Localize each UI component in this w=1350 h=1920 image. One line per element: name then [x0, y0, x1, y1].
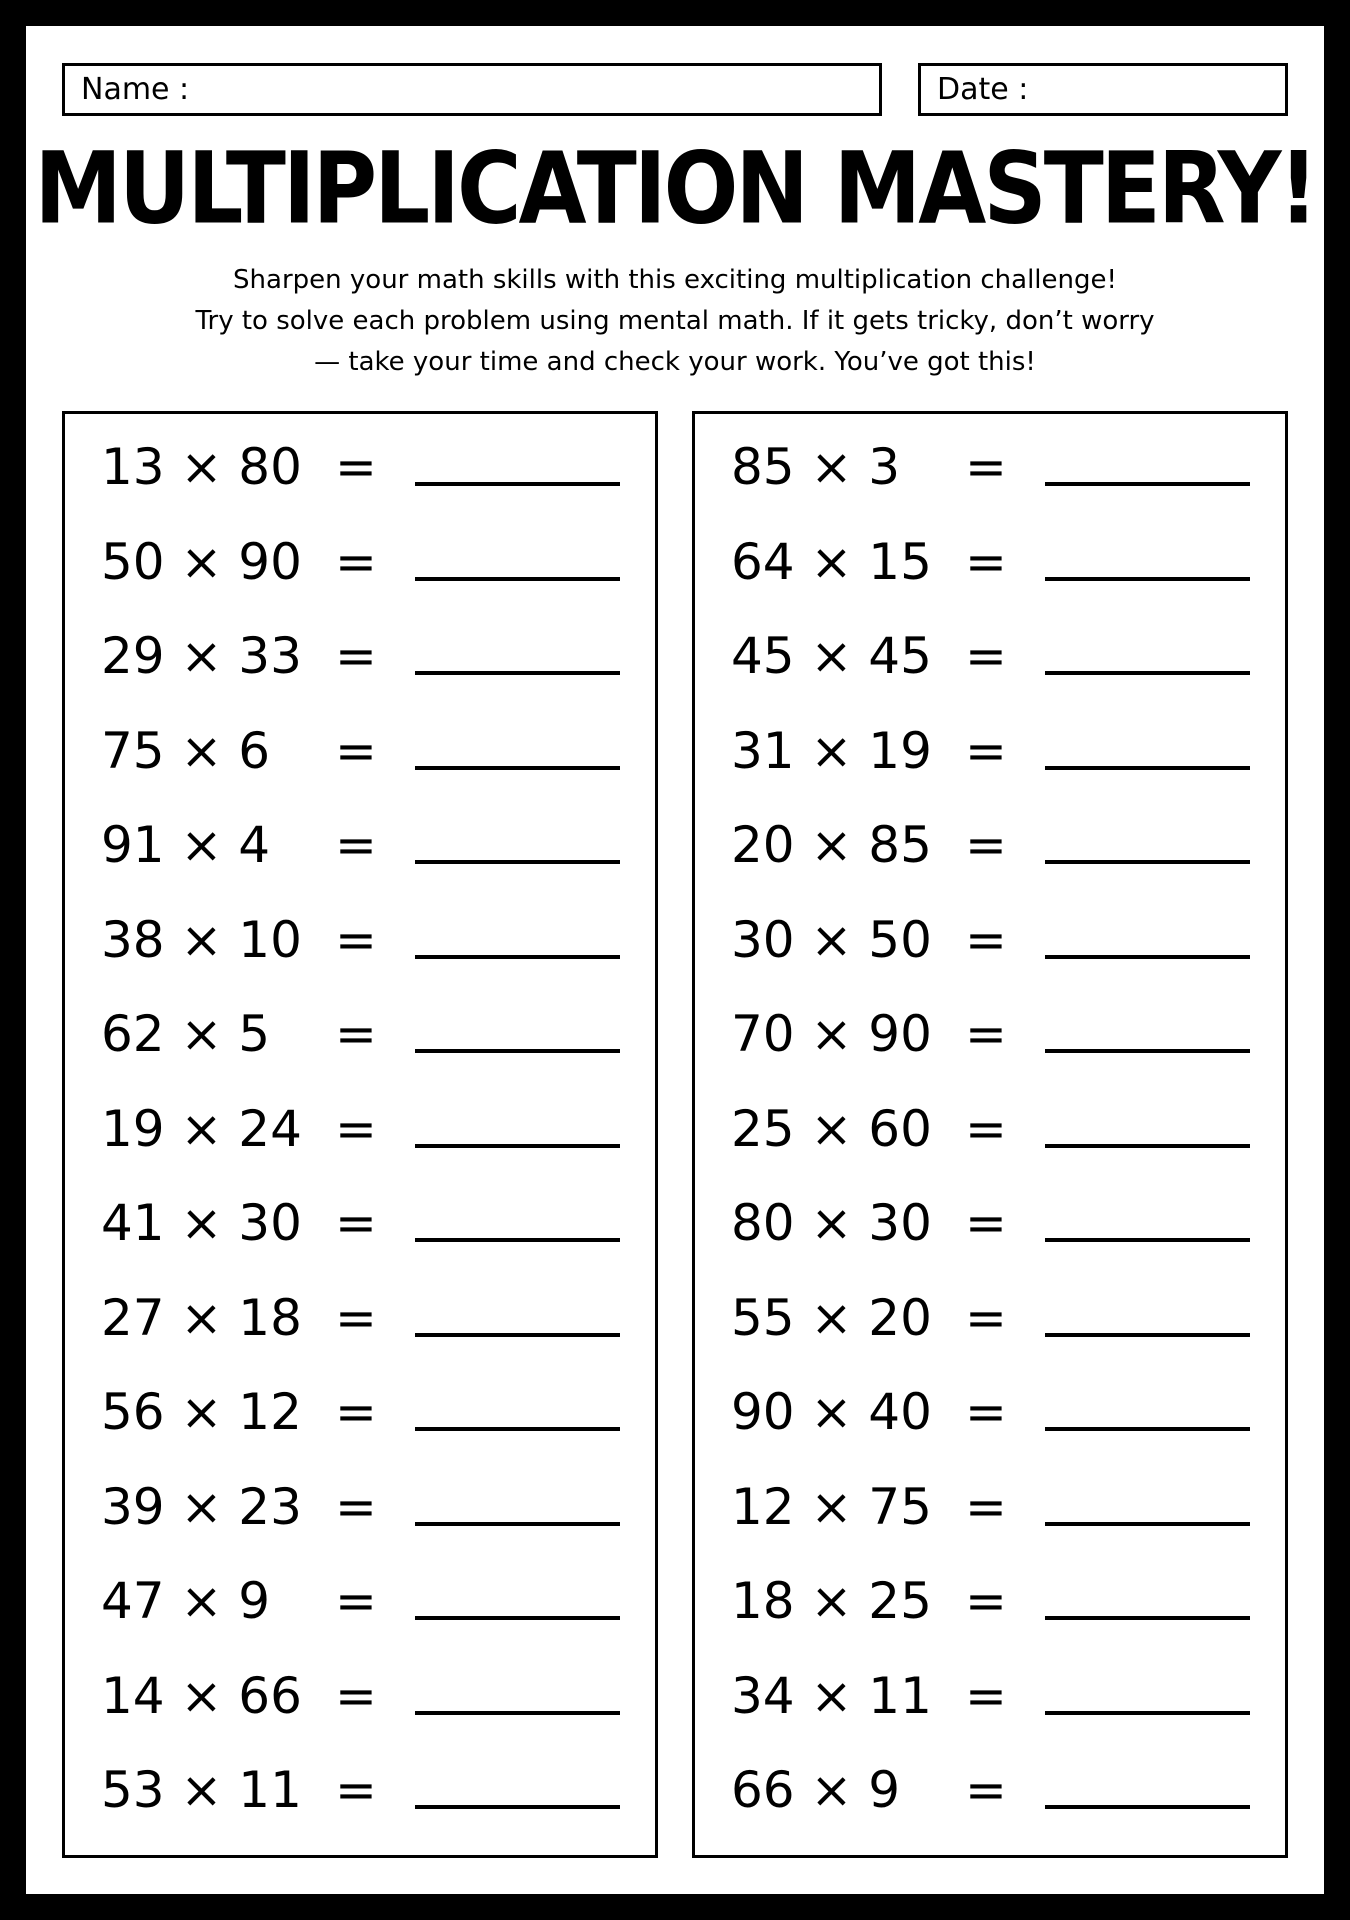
- instructions-line: Try to solve each problem using mental math. If it gets tricky, don’t worry: [195, 306, 1155, 336]
- problem-row: [65, 987, 655, 1081]
- problem-row: [65, 1082, 655, 1176]
- answer-blank[interactable]: [1045, 766, 1250, 770]
- answer-blank[interactable]: [415, 1144, 620, 1148]
- equals-sign: =: [335, 1005, 377, 1063]
- answer-blank[interactable]: [1045, 671, 1250, 675]
- answer-blank[interactable]: [415, 1333, 620, 1337]
- problem-expression: 13 × 80: [101, 438, 302, 496]
- name-label: Name :: [81, 72, 190, 107]
- answer-blank[interactable]: [1045, 1805, 1250, 1809]
- problem-row: [65, 1176, 655, 1270]
- equals-sign: =: [335, 1761, 377, 1819]
- equals-sign: =: [335, 438, 377, 496]
- equals-sign: =: [335, 816, 377, 874]
- equals-sign: =: [335, 1383, 377, 1441]
- problem-row: [65, 1460, 655, 1554]
- instructions-line: Sharpen your math skills with this exciting multiplication challenge!: [233, 265, 1117, 295]
- equals-sign: =: [335, 721, 377, 780]
- problem-expression: 91 × 4: [101, 816, 271, 874]
- problem-row: [695, 1554, 1285, 1648]
- equals-sign: =: [335, 627, 377, 685]
- problem-row: [695, 1082, 1285, 1176]
- problem-row: [65, 704, 655, 798]
- problem-row: [65, 893, 655, 987]
- problem-expression: 38 × 10: [101, 910, 302, 969]
- problem-row: [65, 420, 655, 514]
- name-field[interactable]: [62, 63, 882, 116]
- problem-row: [65, 609, 655, 703]
- answer-blank[interactable]: [1045, 1144, 1250, 1148]
- problem-expression: 27 × 18: [101, 1288, 302, 1347]
- problem-row: [695, 1649, 1285, 1743]
- equals-sign: =: [335, 1572, 377, 1630]
- problem-expression: 66 × 9: [731, 1761, 901, 1819]
- equals-sign: =: [965, 1288, 1007, 1347]
- problem-row: [695, 1743, 1285, 1837]
- equals-sign: =: [965, 1099, 1007, 1158]
- problem-expression: 62 × 5: [101, 1005, 271, 1063]
- answer-blank[interactable]: [1045, 1238, 1250, 1242]
- problem-expression: 14 × 66: [101, 1666, 302, 1725]
- equals-sign: =: [965, 1572, 1007, 1630]
- answer-blank[interactable]: [415, 1049, 620, 1053]
- problem-expression: 31 × 19: [731, 721, 932, 780]
- problem-expression: 47 × 9: [101, 1572, 271, 1630]
- problem-column-left: [62, 411, 658, 1858]
- problem-row: [65, 1271, 655, 1365]
- problem-expression: 20 × 85: [731, 816, 932, 874]
- answer-blank[interactable]: [415, 482, 620, 486]
- problem-expression: 18 × 25: [731, 1572, 932, 1630]
- equals-sign: =: [965, 816, 1007, 874]
- answer-blank[interactable]: [1045, 1616, 1250, 1620]
- equals-sign: =: [335, 1666, 377, 1725]
- problem-row: [695, 515, 1285, 609]
- problem-expression: 75 × 6: [101, 721, 271, 780]
- problem-expression: 80 × 30: [731, 1194, 932, 1252]
- equals-sign: =: [335, 532, 377, 591]
- equals-sign: =: [965, 1005, 1007, 1063]
- equals-sign: =: [335, 910, 377, 969]
- answer-blank[interactable]: [415, 577, 620, 581]
- answer-blank[interactable]: [415, 1805, 620, 1809]
- problem-expression: 45 × 45: [731, 627, 932, 685]
- problem-row: [65, 798, 655, 892]
- equals-sign: =: [965, 1477, 1007, 1536]
- equals-sign: =: [335, 1477, 377, 1536]
- problem-expression: 34 × 11: [731, 1666, 932, 1725]
- equals-sign: =: [965, 1194, 1007, 1252]
- problem-expression: 12 × 75: [731, 1477, 932, 1536]
- problem-expression: 19 × 24: [101, 1099, 302, 1158]
- equals-sign: =: [965, 1761, 1007, 1819]
- equals-sign: =: [965, 532, 1007, 591]
- problem-expression: 29 × 33: [101, 627, 302, 685]
- problem-row: [695, 1176, 1285, 1270]
- equals-sign: =: [965, 1666, 1007, 1725]
- problem-row: [65, 1649, 655, 1743]
- answer-blank[interactable]: [1045, 1427, 1250, 1431]
- date-field[interactable]: [918, 63, 1288, 116]
- problem-row: [65, 1554, 655, 1648]
- equals-sign: =: [965, 1383, 1007, 1441]
- problem-row: [695, 1271, 1285, 1365]
- equals-sign: =: [335, 1099, 377, 1158]
- problem-expression: 53 × 11: [101, 1761, 302, 1819]
- equals-sign: =: [965, 721, 1007, 780]
- answer-blank[interactable]: [1045, 955, 1250, 959]
- problem-row: [695, 1460, 1285, 1554]
- answer-blank[interactable]: [415, 1711, 620, 1715]
- problem-row: [695, 609, 1285, 703]
- answer-blank[interactable]: [1045, 1711, 1250, 1715]
- problem-row: [65, 1365, 655, 1459]
- answer-blank[interactable]: [1045, 1049, 1250, 1053]
- problem-expression: 50 × 90: [101, 532, 302, 591]
- problem-expression: 30 × 50: [731, 910, 932, 969]
- answer-blank[interactable]: [415, 1616, 620, 1620]
- problem-expression: 55 × 20: [731, 1288, 932, 1347]
- answer-blank[interactable]: [415, 766, 620, 770]
- problem-expression: 70 × 90: [731, 1005, 932, 1063]
- instructions-line: — take your time and check your work. You’ve got this!: [314, 347, 1036, 377]
- answer-blank[interactable]: [1045, 860, 1250, 864]
- problem-row: [695, 987, 1285, 1081]
- date-label: Date :: [937, 72, 1029, 107]
- problem-row: [695, 798, 1285, 892]
- problem-row: [65, 515, 655, 609]
- problem-row: [695, 704, 1285, 798]
- answer-blank[interactable]: [415, 860, 620, 864]
- problem-expression: 90 × 40: [731, 1383, 932, 1441]
- answer-blank[interactable]: [415, 1238, 620, 1242]
- problem-column-right: [692, 411, 1288, 1858]
- answer-blank[interactable]: [415, 1427, 620, 1431]
- answer-blank[interactable]: [415, 1522, 620, 1526]
- answer-blank[interactable]: [1045, 1522, 1250, 1526]
- equals-sign: =: [335, 1288, 377, 1347]
- equals-sign: =: [965, 910, 1007, 969]
- problem-expression: 25 × 60: [731, 1099, 932, 1158]
- equals-sign: =: [965, 438, 1007, 496]
- answer-blank[interactable]: [1045, 482, 1250, 486]
- problem-row: [65, 1743, 655, 1837]
- problem-expression: 85 × 3: [731, 438, 901, 496]
- problem-row: [695, 1365, 1285, 1459]
- equals-sign: =: [335, 1194, 377, 1252]
- problem-expression: 56 × 12: [101, 1383, 302, 1441]
- problem-expression: 39 × 23: [101, 1477, 302, 1536]
- worksheet-page: [26, 26, 1324, 1894]
- equals-sign: =: [965, 627, 1007, 685]
- instructions: [126, 260, 1224, 383]
- problem-expression: 41 × 30: [101, 1194, 302, 1252]
- problem-expression: 64 × 15: [731, 532, 932, 591]
- answer-blank[interactable]: [1045, 577, 1250, 581]
- problem-row: [695, 420, 1285, 514]
- page-title: MULTIPLICATION MASTERY!: [34, 130, 1316, 247]
- answer-blank[interactable]: [1045, 1333, 1250, 1337]
- answer-blank[interactable]: [415, 671, 620, 675]
- answer-blank[interactable]: [415, 955, 620, 959]
- problem-row: [695, 893, 1285, 987]
